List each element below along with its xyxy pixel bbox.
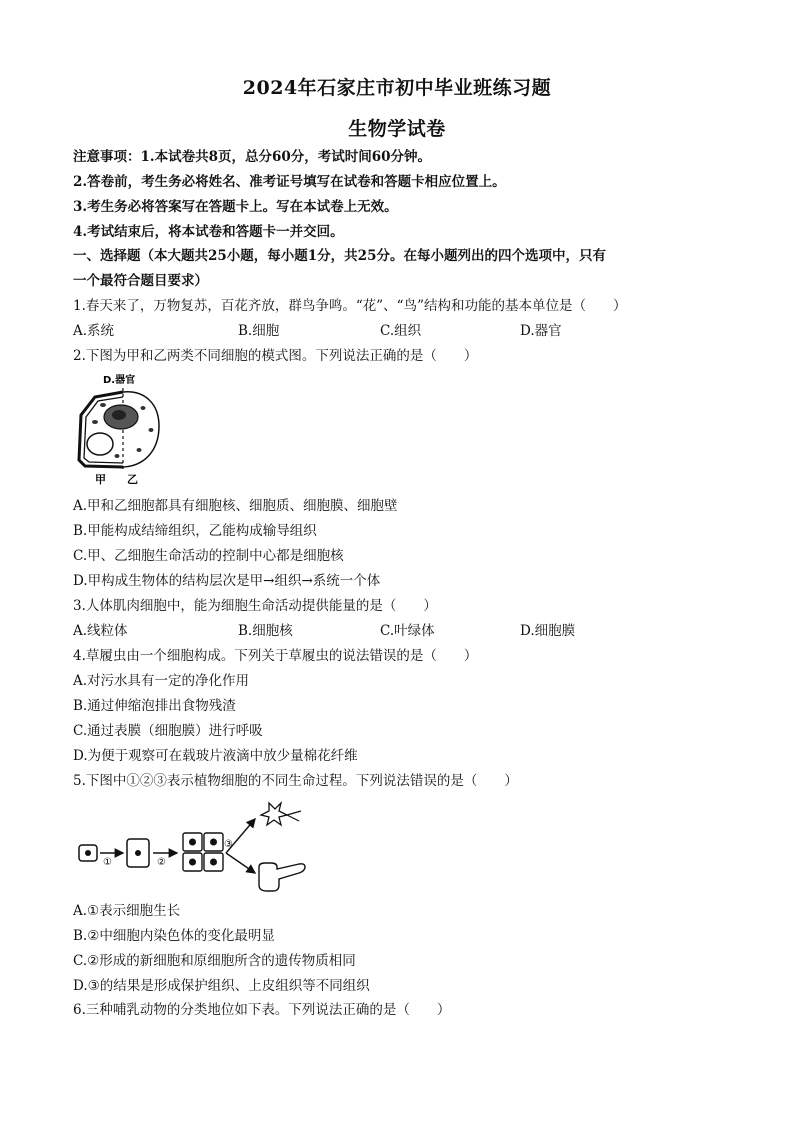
q5-option-c: C.②形成的新细胞和原细胞所含的遗传物质相同 [73, 953, 356, 969]
q5-option-d: D.③的结果是形成保护组织、上皮组织等不同组织 [73, 978, 370, 994]
animal-cell-membrane [123, 392, 159, 467]
nucleus [135, 850, 141, 856]
q3-stem: 3.人体肌肉细胞中，能为细胞生命活动提供能量的是（ ） [73, 598, 437, 614]
vacuole [87, 433, 113, 455]
q4-option-c: C.通过表膜（细胞膜）进行呼吸 [73, 723, 263, 739]
differentiated-cell-elongated [259, 863, 305, 891]
label-process-1: ① [103, 857, 112, 868]
q5-cell-process-figure [73, 797, 313, 897]
cell-group-divided [183, 833, 223, 871]
organelle [141, 406, 146, 410]
q1-option-d: D.器官 [520, 323, 562, 339]
q5-option-a: A.①表示细胞生长 [73, 903, 181, 919]
differentiated-cell-branched [261, 803, 287, 825]
label-process-2: ② [157, 857, 166, 868]
exam-title: 2024年石家庄市初中毕业班练习题 [242, 77, 552, 99]
q2-option-a: A.甲和乙细胞都具有细胞核、细胞质、细胞膜、细胞壁 [73, 498, 398, 514]
q2-stem: 2.下图为甲和乙两类不同细胞的模式图。下列说法正确的是（ ） [73, 348, 478, 364]
organelle [100, 403, 106, 407]
q2-figure-label-jia: 甲 [95, 473, 106, 486]
q3-option-c: C.叶绿体 [380, 623, 435, 639]
q2-cell-figure [73, 370, 173, 488]
note-4: 4.考试结束后，将本试卷和答题卡一并交回。 [73, 224, 344, 240]
q1-option-c: C.组织 [380, 323, 422, 339]
organelle [115, 454, 120, 458]
organelle [92, 420, 98, 424]
q5-option-b: B.②中细胞内染色体的变化最明显 [73, 928, 275, 944]
q2-figure-top-label: D.器官 [103, 375, 136, 386]
q4-stem: 4.草履虫由一个细胞构成。下列关于草履虫的说法错误的是（ ） [73, 648, 478, 664]
q2-option-c: C.甲、乙细胞生命活动的控制中心都是细胞核 [73, 548, 344, 564]
q1-option-a: A.系统 [73, 323, 115, 339]
organelle [137, 448, 142, 452]
arrow-process-3-upper [226, 819, 255, 853]
q3-option-b: B.细胞核 [238, 623, 293, 639]
q3-option-a: A.线粒体 [73, 623, 128, 639]
arrow-process-3-lower [226, 853, 255, 873]
nucleus [85, 850, 91, 856]
q6-stem: 6.三种哺乳动物的分类地位如下表。下列说法正确的是（ ） [73, 1002, 451, 1018]
organelle [149, 428, 154, 432]
label-process-3: ③ [224, 839, 233, 850]
q5-stem: 5.下图中①②③表示植物细胞的不同生命过程。下列说法错误的是（ ） [73, 773, 518, 789]
nucleolus [112, 410, 126, 420]
q2-option-b: B.甲能构成结缔组织，乙能构成输导组织 [73, 523, 317, 539]
q1-option-b: B.细胞 [238, 323, 280, 339]
section-heading-line2: 一个最符合题目要求） [73, 273, 208, 289]
exam-subtitle: 生物学试卷 [348, 118, 446, 140]
q4-option-a: A.对污水具有一定的净化作用 [73, 673, 250, 689]
note-2: 2.答卷前，考生务必将姓名、准考证号填写在试卷和答题卡相应位置上。 [73, 174, 506, 190]
q1-stem: 1.春天来了，万物复苏，百花齐放，群鸟争鸣。“花”、“鸟”结构和功能的基本单位是（ ） [73, 298, 627, 314]
q4-option-d: D.为便于观察可在载玻片液滴中放少量棉花纤维 [73, 748, 358, 764]
q2-option-d: D.甲构成生物体的结构层次是甲→组织→系统一个体 [73, 573, 381, 589]
section-heading-line1: 一、选择题（本大题共25小题，每小题1分，共25分。在每小题列出的四个选项中，只有 [73, 248, 606, 264]
q2-figure-label-yi: 乙 [127, 473, 138, 486]
q4-option-b: B.通过伸缩泡排出食物残渣 [73, 698, 236, 714]
q3-option-d: D.细胞膜 [520, 623, 576, 639]
note-3: 3.考生务必将答案写在答题卡上。写在本试卷上无效。 [73, 199, 398, 215]
note-1: 注意事项：1.本试卷共8页，总分60分，考试时间60分钟。 [73, 149, 432, 165]
